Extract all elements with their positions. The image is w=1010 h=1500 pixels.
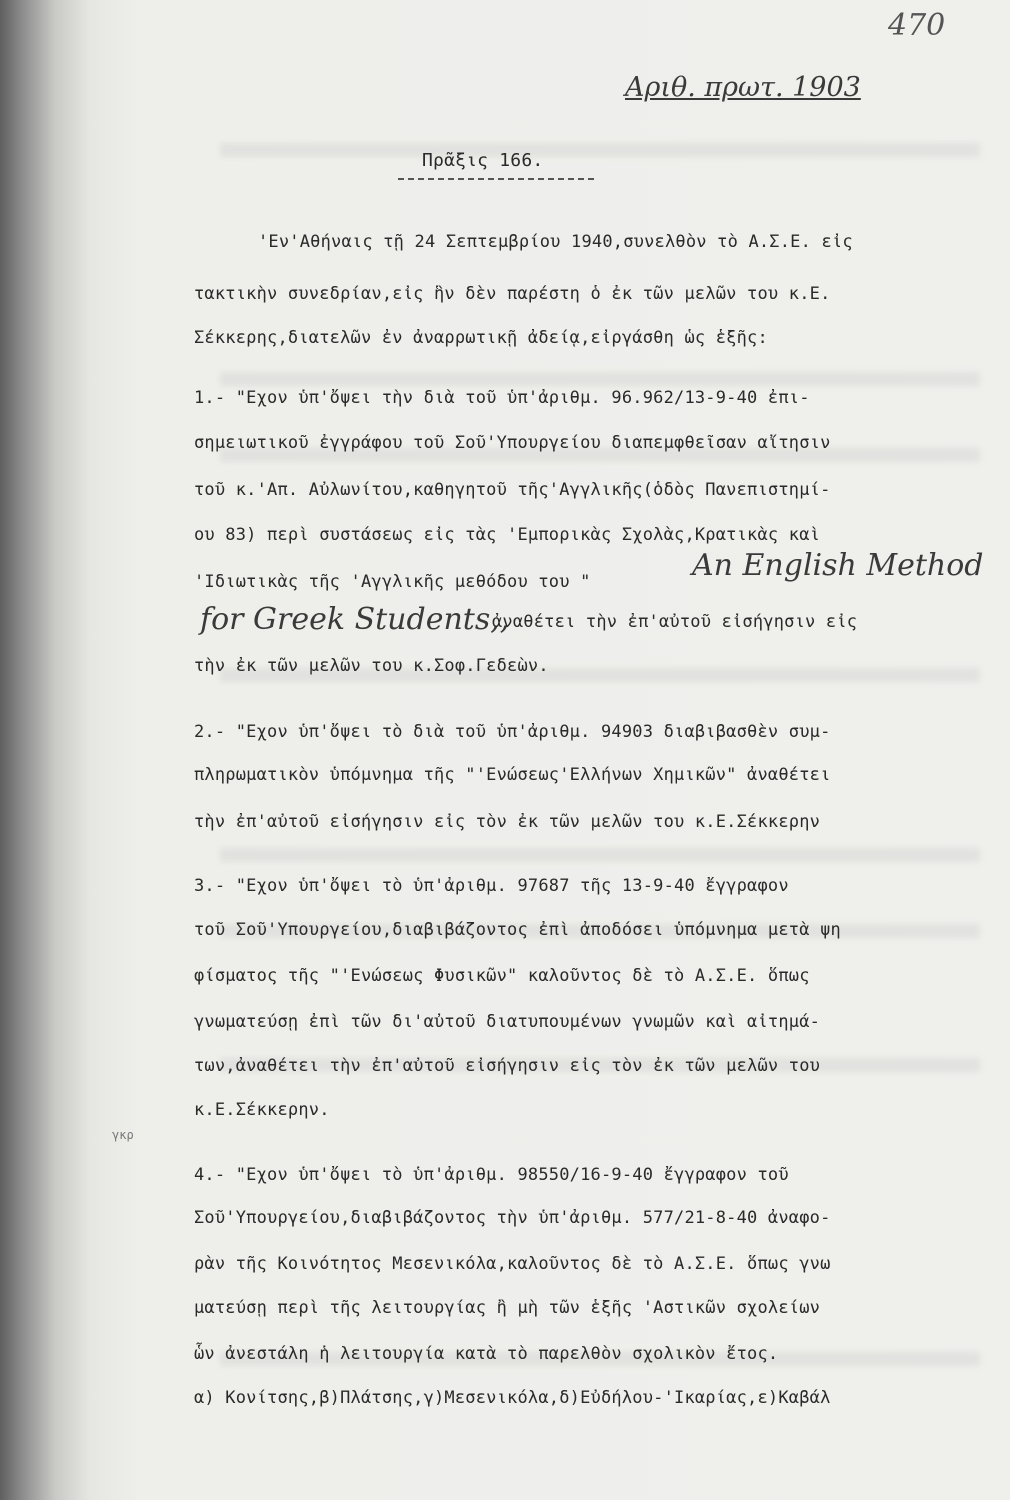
- item-1-line: ου 83) περὶ συστάσεως εἰς τὰς 'Εμπορικὰς Σχολὰς,Κρατικὰς καὶ: [194, 525, 821, 545]
- item-1-line: σημειωτικοῦ ἐγγράφου τοῦ Σοῦ'Υπουργείου διαπεμφθεῖσαν αἴτησιν: [194, 433, 831, 453]
- item-4-line: Σοῦ'Υπουργείου,διαβιβάζοντος τὴν ὑπ'ἀριθμ. 577/21-8-40 ἀναφο-: [194, 1208, 831, 1228]
- item-1-line: τοῦ κ.'Απ. Αὐλωνίτου,καθηγητοῦ τῆς'Αγγλικῆς(ὁδὸς Πανεπιστημί-: [194, 480, 831, 500]
- item-3-line: φίσματος τῆς "'Ενώσεως Φυσικῶν" καλοῦντος δὲ τὸ Α.Σ.Ε. ὅπως: [194, 966, 810, 986]
- page-title: Πρᾶξις 166.: [422, 150, 544, 171]
- item-4-line: 4.- "Εχον ὑπ'ὄψει τὸ ὑπ'ἀριθμ. 98550/16-9-40 ἔγγραφον τοῦ: [194, 1165, 789, 1185]
- item-3-line: κ.Ε.Σέκκερην.: [194, 1100, 330, 1120]
- item-2-line: πληρωματικὸν ὑπόμνημα τῆς "'Ενώσεως'Ελλήνων Χημικῶν" ἀναθέτει: [194, 765, 831, 785]
- intro-line: τακτικὴν συνεδρίαν,εἰς ἣν δὲν παρέστη ὁ ἐκ τῶν μελῶν του κ.Ε.: [194, 284, 831, 304]
- item-3-line: των,ἀναθέτει τὴν ἐπ'αὐτοῦ εἰσήγησιν εἰς τὸν ἐκ τῶν μελῶν του: [194, 1056, 821, 1076]
- item-4-line: ὧν ἀνεστάλη ἡ λειτουργία κατὰ τὸ παρελθὸν σχολικὸν ἔτος.: [194, 1344, 779, 1364]
- handwritten-insert: An English Method: [692, 548, 984, 583]
- archive-note: Αριθ. πρωτ. 1903: [625, 72, 861, 103]
- intro-line: 'Εν'Αθήναις τῇ 24 Σεπτεμβρίου 1940,συνελθὸν τὸ Α.Σ.Ε. εἰς: [258, 232, 853, 252]
- item-3-line: τοῦ Σοῦ'Υπουργείου,διαβιβάζοντος ἐπὶ ἀποδόσει ὑπόμνημα μετὰ ψη: [194, 920, 841, 940]
- item-1-line: 'Ιδιωτικὰς τῆς 'Αγγλικῆς μεθόδου του ": [194, 572, 591, 592]
- item-1-line: τὴν ἐκ τῶν μελῶν του κ.Σοφ.Γεδεὼν.: [194, 656, 549, 676]
- item-2-line: τὴν ἐπ'αὐτοῦ εἰσήγησιν εἰς τὸν ἐκ τῶν μελῶν του κ.Ε.Σέκκερην: [194, 812, 821, 832]
- item-3-line: 3.- "Εχον ὑπ'ὄψει τὸ ὑπ'ἀριθμ. 97687 τῆς 13-9-40 ἔγγραφον: [194, 876, 789, 896]
- intro-line: Σέκκερης,διατελῶν ἐν ἀναρρωτικῇ ἀδείᾳ,εἰργάσθη ὡς ἑξῆς:: [194, 328, 768, 348]
- item-4-line: ματεύσῃ περὶ τῆς λειτουργίας ἢ μὴ τῶν ἑξῆς 'Αστικῶν σχολείων: [194, 1298, 821, 1318]
- item-4-line: α) Κονίτσης,β)Πλάτσης,γ)Μεσενικόλα,δ)Εὐδήλου-'Ικαρίας,ε)Καβάλ: [194, 1388, 831, 1408]
- item-3-line: γνωματεύσῃ ἐπὶ τῶν δι'αὐτοῦ διατυπουμένων γνωμῶν καὶ αἰτημά-: [194, 1012, 821, 1032]
- margin-fragment: γκρ: [112, 1128, 134, 1142]
- item-2-line: 2.- "Εχον ὑπ'ὄψει τὸ διὰ τοῦ ὑπ'ἀριθμ. 94903 διαβιβασθὲν συμ-: [194, 722, 831, 742]
- handwritten-insert: for Greek Students,,: [200, 602, 510, 637]
- item-4-line: ρὰν τῆς Κοινότητος Μεσενικόλα,καλοῦντος δὲ τὸ Α.Σ.Ε. ὅπως γνω: [194, 1254, 831, 1274]
- page-number: 470: [888, 8, 946, 43]
- item-1-line: ἀναθέτει τὴν ἐπ'αὐτοῦ εἰσήγησιν εἰς: [492, 612, 858, 632]
- item-1-line: 1.- "Εχον ὑπ'ὄψει τὴν διὰ τοῦ ὑπ'ἀριθμ. 96.962/13-9-40 ἐπι-: [194, 388, 810, 408]
- title-underline: [398, 178, 594, 180]
